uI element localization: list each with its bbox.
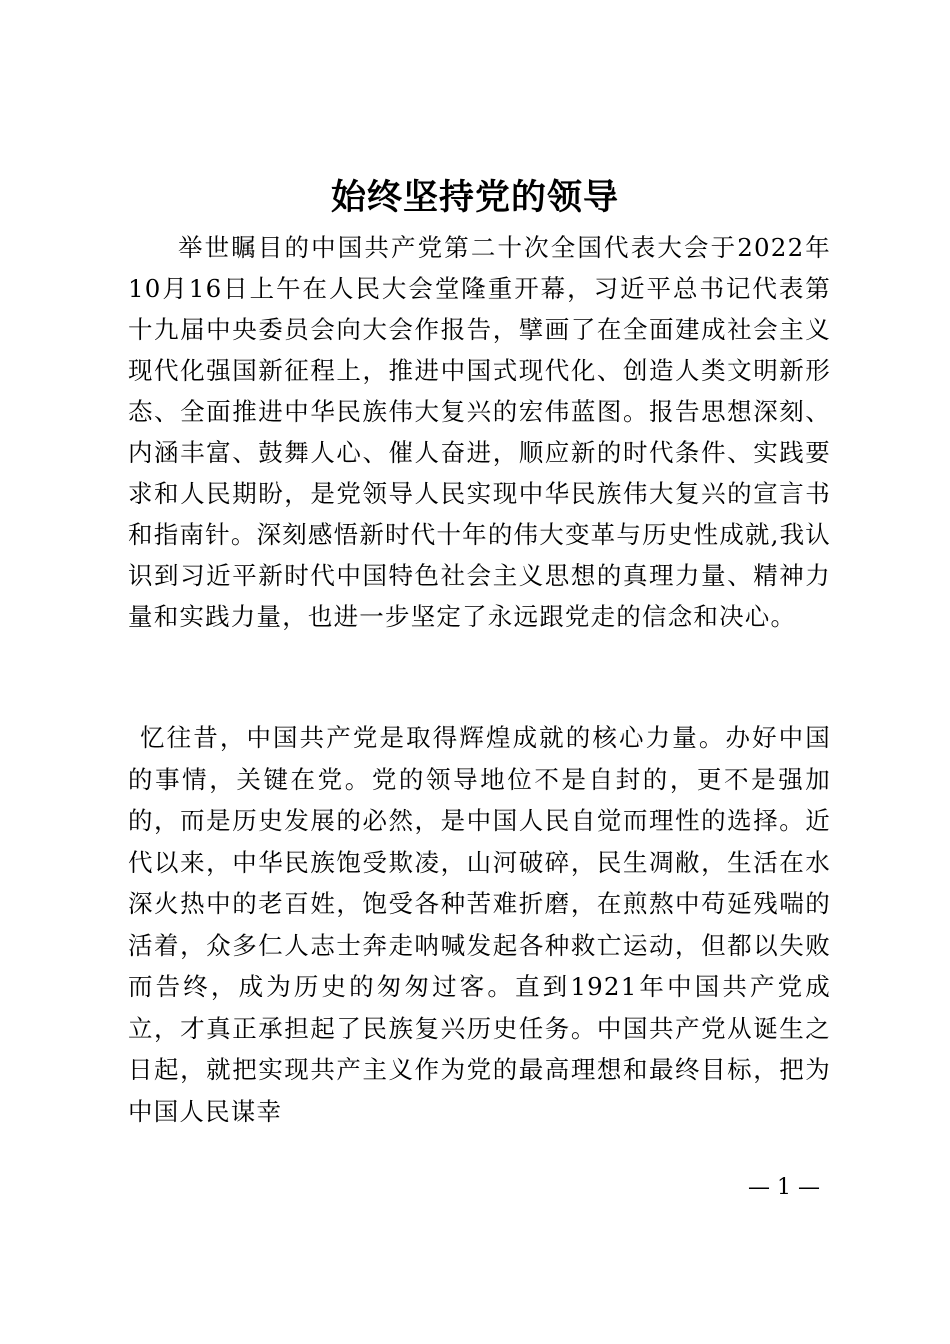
page-number: — 1 — (748, 1175, 820, 1200)
paragraph-2: 忆往昔，中国共产党是取得辉煌成就的核心力量。办好中国的事情，关键在党。党的领导地位不是自封的，更不是强加的，而是历史发展的必然，是中国人民自觉而理性的选择。近代以来，中华民族饱受欺凌，山河破碎，民生凋敝，生活在水深火热中的老百姓，饱受各种苦难折磨，在煎熬中苟延残喘的活着，众多仁人志士奔走呐喊发起各种救亡运动，但都以失败而告终，成为历史的匆匆过客。直到1921年中国共产党成立，才真正承担起了民族复兴历史任务。中国共产党从诞生之日起，就把实现共产主义作为党的最高理想和最终目标，把为中国人民谋幸 (128, 723, 831, 1126)
document-title: 始终坚持党的领导 (330, 177, 619, 218)
paragraph-1: 举世瞩目的中国共产党第二十次全国代表大会于2022年10月16日上午在人民大会堂隆重开幕，习近平总书记代表第十九届中央委员会向大会作报告，擘画了在全面建成社会主义现代化强国新征程上，推进中国式现代化、创造人类文明新形态、全面推进中华民族伟大复兴的宏伟蓝图。报告思想深刻、内涵丰富、鼓舞人心、催人奋进，顺应新的时代条件、实践要求和人民期盼，是党领导人民实现中华民族伟大复兴的宣言书和指南针。深刻感悟新时代十年的伟大变革与历史性成就,我认识到习近平新时代中国特色社会主义思想的真理力量、精神力量和实践力量，也进一步坚定了永远跟党走的信念和决心。 (128, 233, 831, 631)
